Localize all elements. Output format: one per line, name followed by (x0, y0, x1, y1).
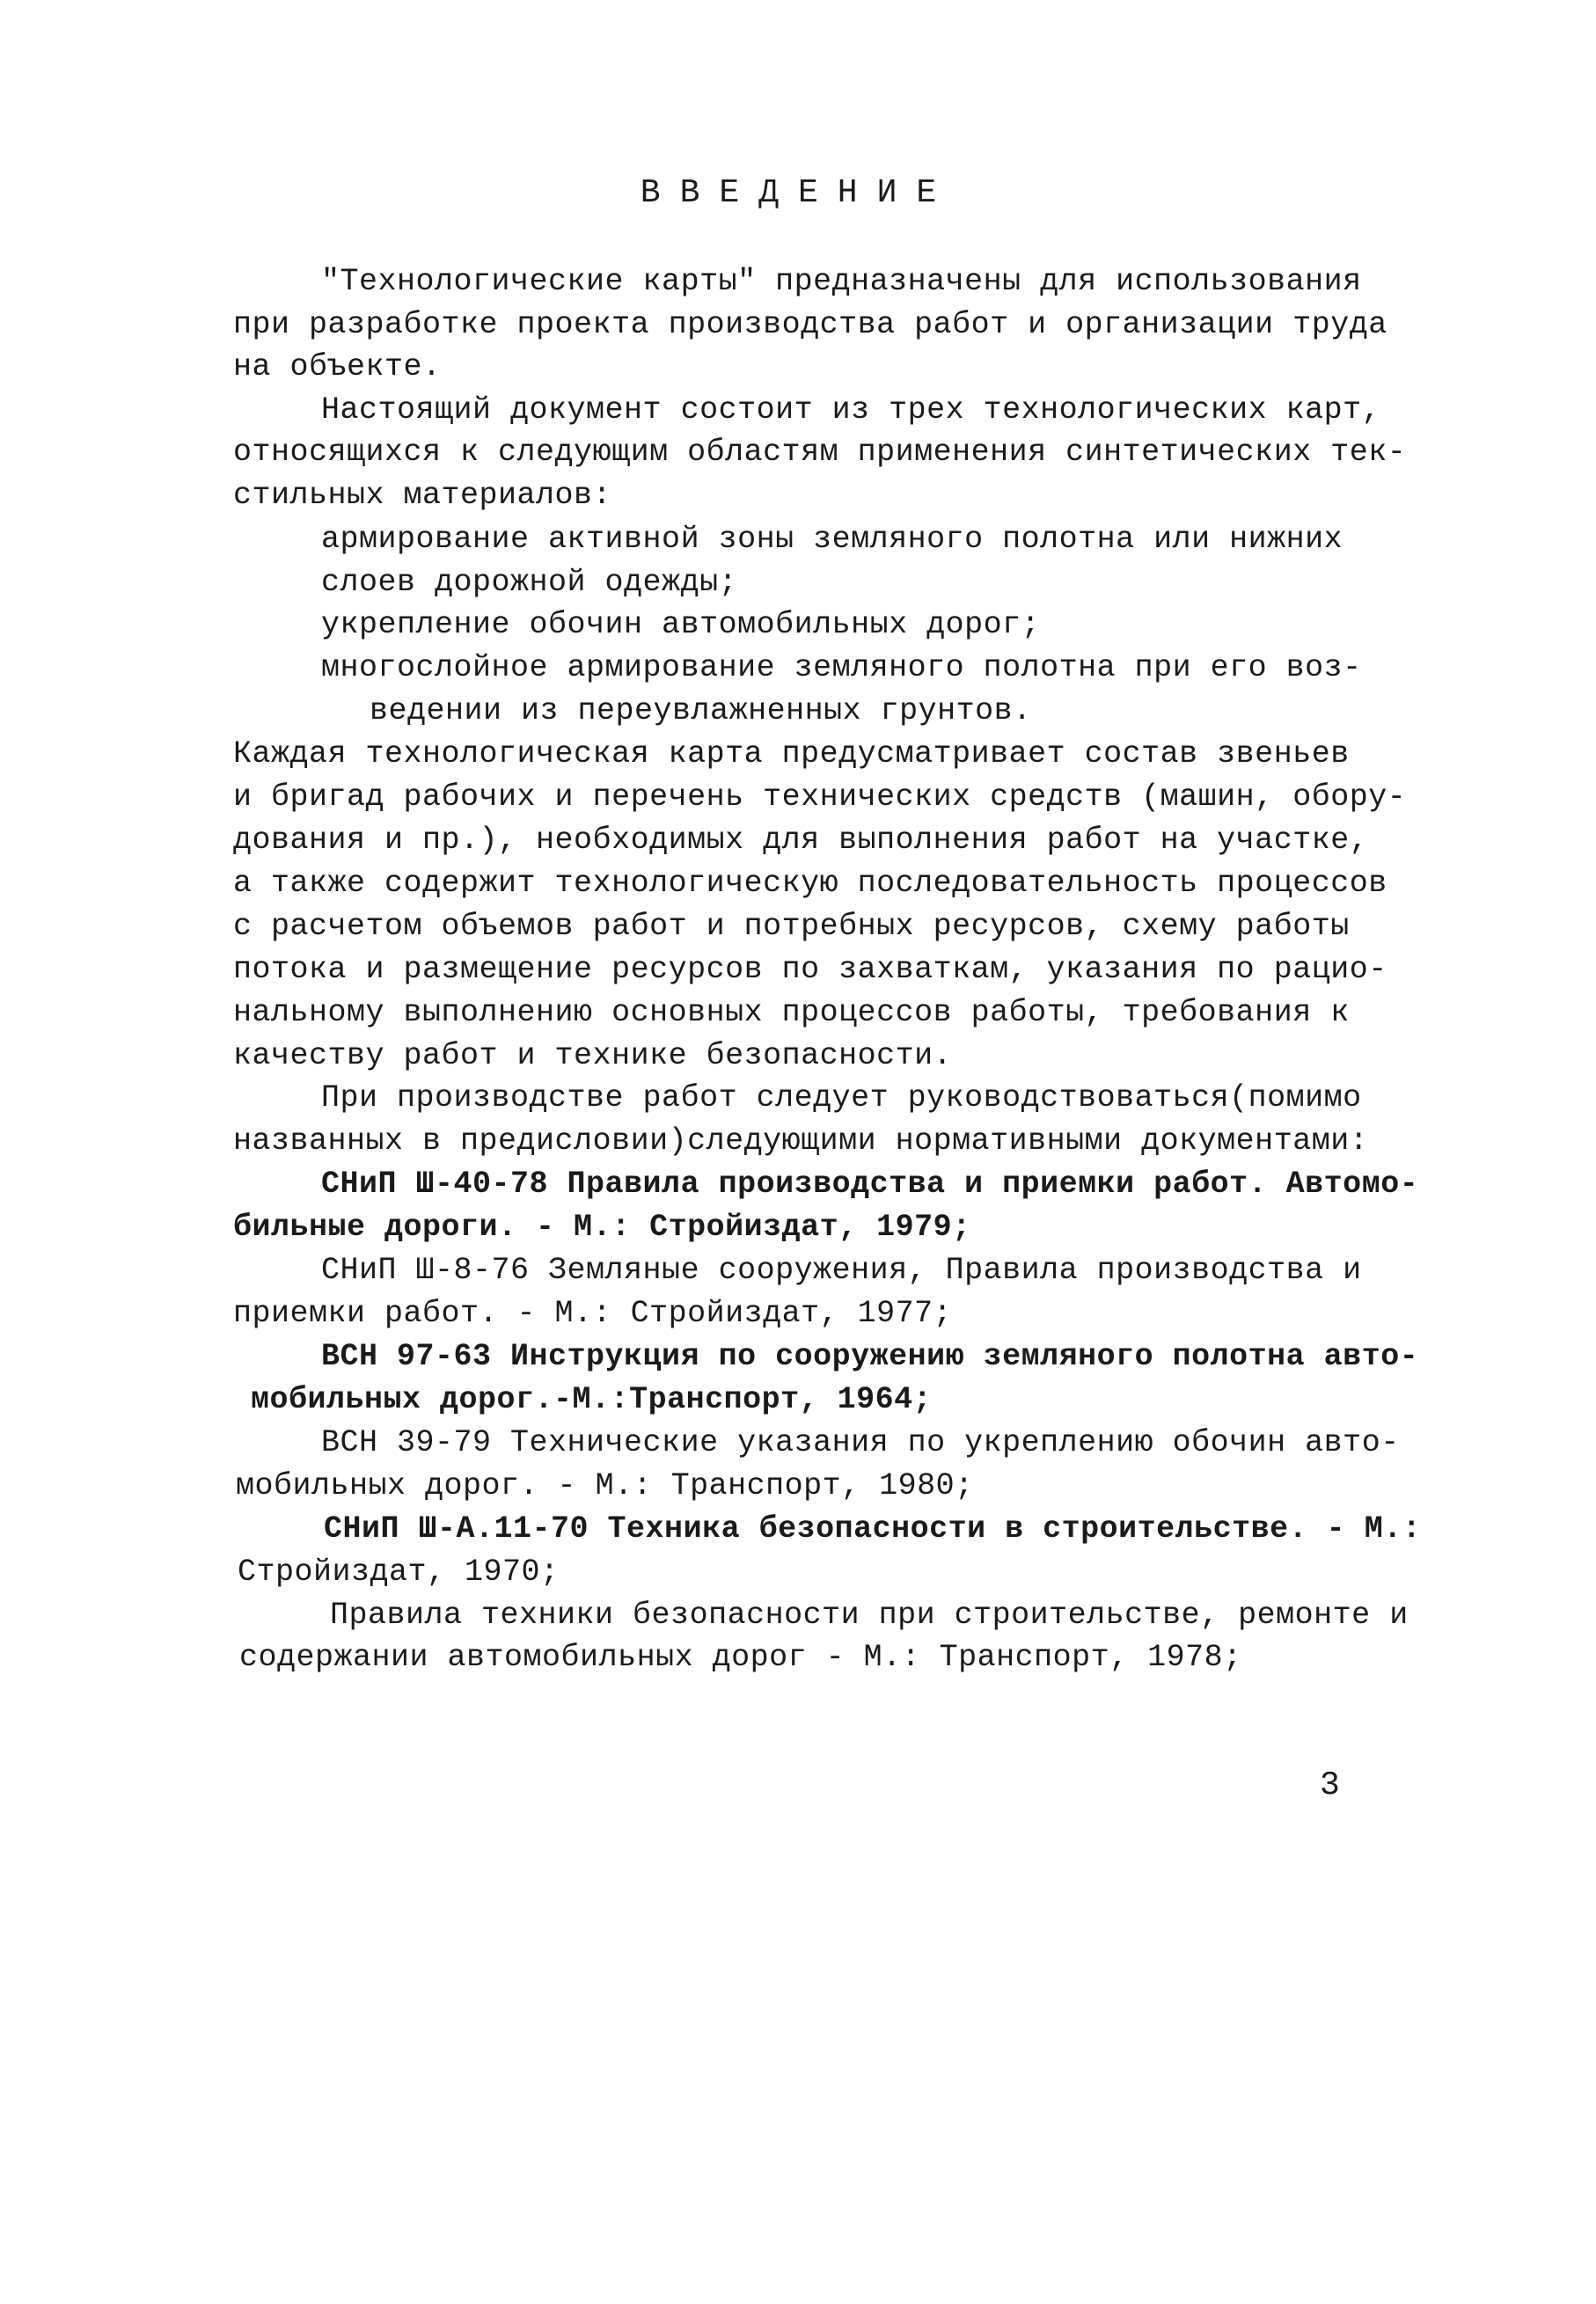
text-line: Настоящий документ состоит из трех технологических карт, (321, 392, 1381, 428)
reference-line: мобильных дорог. - М.: Транспорт, 1980; (236, 1468, 974, 1503)
reference-line: Стройиздат, 1970; (238, 1554, 560, 1590)
reference-line: приемки работ. - М.: Стройиздат, 1977; (233, 1296, 953, 1331)
text-line: на объекте. (233, 349, 442, 384)
page-number: 3 (1320, 1766, 1340, 1804)
text-line: армирование активной зоны земляного полотна или нижних (321, 522, 1343, 557)
text-line: "Технологические карты" предназначены для использования (321, 264, 1362, 299)
text-line: нальному выполнению основных процессов работы, требования к (233, 995, 1350, 1030)
text-line: качеству работ и технике безопасности. (233, 1038, 953, 1073)
text-line: и бригад рабочих и перечень технических средств (машин, обору- (233, 779, 1407, 815)
text-line: стильных материалов: (233, 478, 612, 513)
reference-line: СНиП Ш-А.11-70 Техника безопасности в строительстве. - М.: (324, 1511, 1422, 1547)
reference-line: ВСН 39-79 Технические указания по укреплению обочин авто- (321, 1425, 1400, 1460)
text-line: При производстве работ следует руководствоваться(помимо (321, 1080, 1362, 1115)
text-line: ведении из переувлажненных грунтов. (370, 693, 1032, 728)
text-line: названных в предисловии)следующими нормативными документами: (233, 1123, 1369, 1159)
text-line: слоев дорожной одежды; (321, 565, 738, 600)
reference-line: бильные дороги. - М.: Стройиздат, 1979; (233, 1210, 971, 1245)
reference-line: Правила техники безопасности при строительстве, ремонте и (330, 1598, 1409, 1633)
reference-line: ВСН 97-63 Инструкция по сооружению земляного полотна авто- (321, 1339, 1419, 1374)
reference-line: содержании автомобильных дорог - М.: Транспорт, 1978; (239, 1640, 1242, 1675)
text-line: Каждая технологическая карта предусматривает состав звеньев (233, 736, 1350, 772)
text-line: потока и размещение ресурсов по захваткам, указания по рацио- (233, 952, 1387, 987)
text-line: дования и пр.), необходимых для выполнения работ на участке, (233, 823, 1369, 858)
page-title: ВВЕДЕНИЕ (640, 174, 956, 212)
text-line: с расчетом объемов работ и потребных ресурсов, схему работы (233, 909, 1350, 944)
reference-line: СНиП Ш-8-76 Земляные сооружения, Правила производства и (321, 1253, 1362, 1288)
text-line: относящихся к следующим областям применения синтетических тек- (233, 435, 1407, 470)
reference-line: мобильных дорог.-М.:Транспорт, 1964; (251, 1382, 933, 1417)
text-line: укрепление обочин автомобильных дорог; (321, 607, 1041, 642)
text-line: при разработке проекта производства работ и организации труда (233, 307, 1387, 342)
text-line: многослойное армирование земляного полотна при его воз- (321, 650, 1362, 685)
text-line: а также содержит технологическую последовательность процессов (233, 866, 1387, 901)
reference-line: СНиП Ш-40-78 Правила производства и приемки работ. Автомо- (321, 1167, 1419, 1202)
